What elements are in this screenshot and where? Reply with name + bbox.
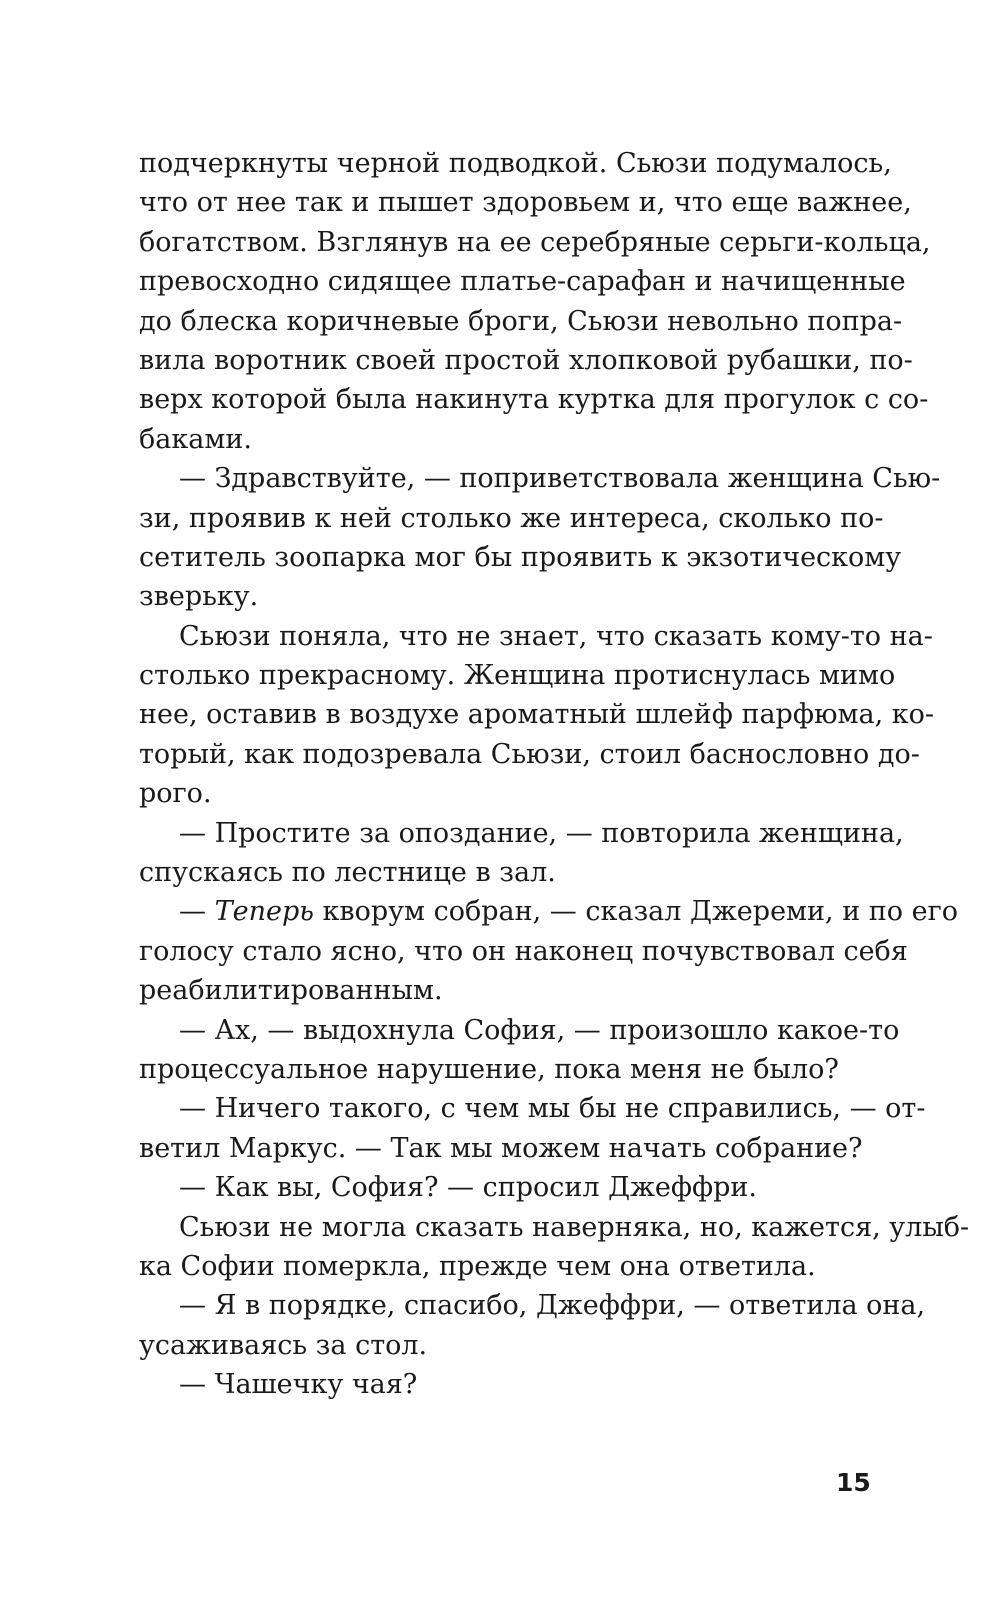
text-line: — Чашечку чая? (179, 1369, 418, 1401)
text-line: столько прекрасному. Женщина протиснулась мимо (139, 660, 896, 692)
text-line: верх которой была накинута куртка для прогулок с со- (139, 384, 929, 416)
text-line: нее, оставив в воздухе ароматный шлейф парфюма, ко- (139, 699, 934, 731)
text-line: зи, проявив к ней столько же интереса, сколько по- (139, 502, 884, 534)
text-line: торый, как подозревала Сьюзи, стоил баснословно до- (139, 738, 920, 770)
text-line: баками. (139, 423, 252, 455)
text-line: сетитель зоопарка мог бы проявить к экзотическому (139, 541, 902, 573)
text-line: — Как вы, София? — спросил Джеффри. (179, 1172, 758, 1204)
text-line: Сьюзи не могла сказать наверняка, но, кажется, улыб- (179, 1211, 970, 1243)
text-line: усаживаясь за стол. (139, 1329, 428, 1361)
text-line: превосходно сидящее платье-сарафан и начищенные (139, 266, 906, 298)
text-line: богатством. Взглянув на ее серебряные серьги-кольца, (139, 226, 931, 258)
text-line: реабилитированным. (139, 975, 443, 1007)
italic-word: Теперь (214, 896, 314, 928)
text-line: ветил Маркус. — Так мы можем начать собрание? (139, 1132, 863, 1164)
text-line: процессуальное нарушение, пока меня не было? (139, 1053, 839, 1085)
text-line: — Простите за опоздание, — повторила женщина, (179, 817, 904, 849)
text-line: Сьюзи поняла, что не знает, что сказать кому-то на- (179, 620, 933, 652)
text-line: ка Софии померкла, прежде чем она ответила. (139, 1250, 816, 1282)
line-rest: кворум собран, — сказал Джереми, и по его (313, 896, 958, 928)
text-line: вила воротник своей простой хлопковой рубашки, по- (139, 344, 913, 376)
text-line: спускаясь по лестнице в зал. (139, 857, 556, 889)
text-line: — Ах, — выдохнула София, — произошло какое-то (179, 1014, 900, 1046)
text-line: голосу стало ясно, что он наконец почувствовал себя (139, 935, 908, 967)
line-prefix: — (179, 896, 215, 928)
text-line: рого. (139, 778, 212, 810)
text-line: подчеркнуты черной подводкой. Сьюзи подумалось, (139, 148, 892, 179)
text-line: зверьку. (139, 581, 259, 613)
text-line: до блеска коричневые броги, Сьюзи невольно попра- (139, 305, 903, 337)
body-text (139, 144, 970, 1405)
text-line: — Ничего такого, с чем мы бы не справились, — от- (179, 1093, 926, 1125)
text-line: — Я в порядке, спасибо, Джеффри, — ответила она, (179, 1290, 926, 1322)
page-number: 15 (836, 1468, 871, 1497)
text-line: — Здравствуйте, — поприветствовала женщина Сью- (179, 463, 941, 495)
text-line-with-italic (139, 892, 958, 931)
text-line: что от нее так и пышет здоровьем и, что еще важнее, (139, 187, 912, 219)
